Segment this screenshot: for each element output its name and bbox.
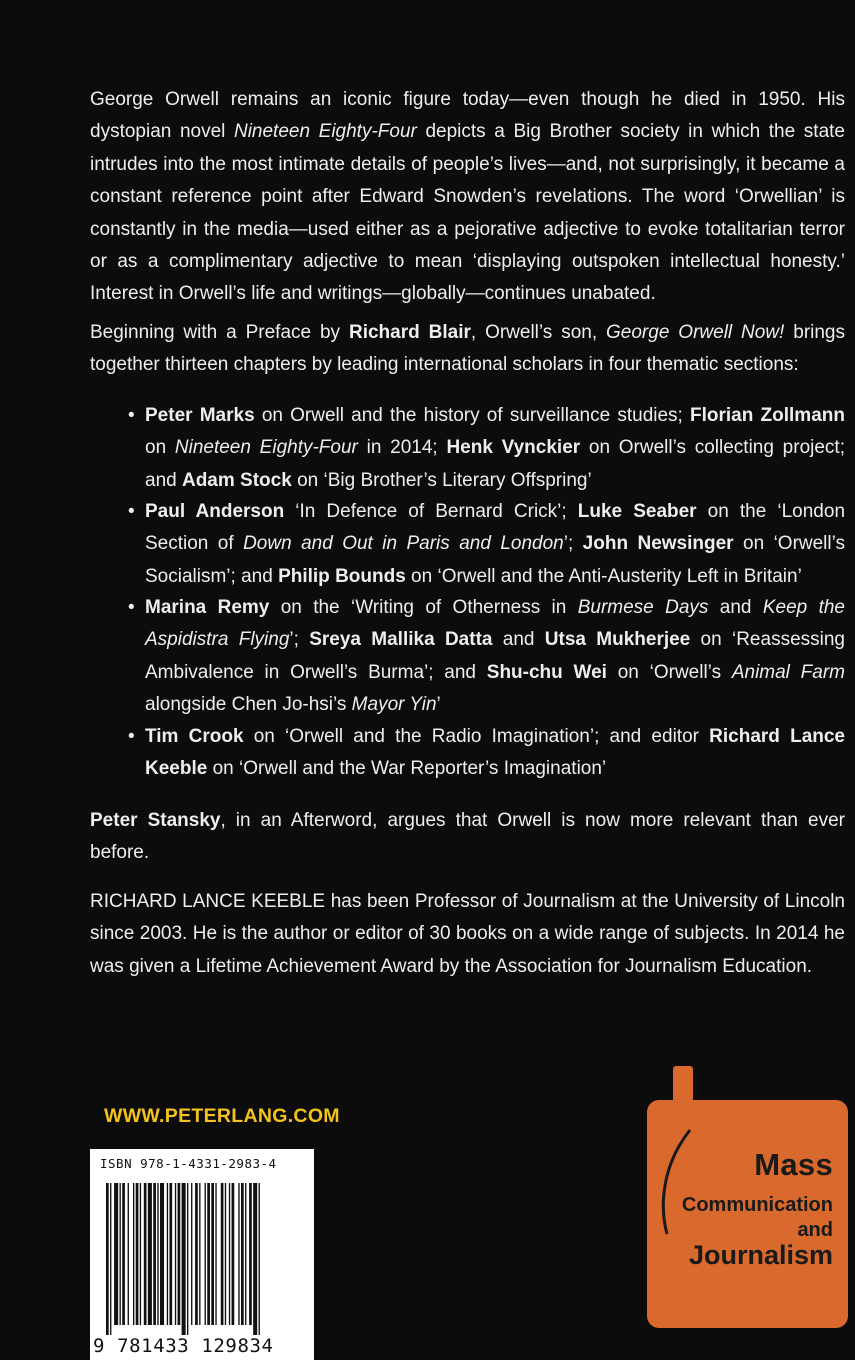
barcode-bar — [106, 1183, 109, 1335]
item-text: on Orwell and the history of surveillance studies; — [254, 405, 691, 426]
author-name: Utsa Mukherjee — [544, 629, 691, 651]
author-name: Sreya Mallika Datta — [309, 629, 493, 651]
barcode-bar — [144, 1183, 147, 1325]
series-logo-line2: Communication — [681, 1194, 833, 1216]
item-text: and — [492, 629, 545, 651]
chapter-list-item — [128, 721, 845, 786]
item-text: alongside Chen Jo-hsi’s — [145, 694, 352, 716]
barcode-bar — [207, 1183, 210, 1325]
barcode-bar — [245, 1183, 246, 1325]
barcode-bar — [133, 1183, 134, 1325]
barcode-bar — [122, 1183, 125, 1325]
chapter-list-item — [128, 592, 845, 722]
barcode-bar — [229, 1183, 230, 1325]
barcode-bar — [205, 1183, 206, 1325]
work-title: Keep the Aspidistra Flying — [145, 597, 845, 651]
author-name: Florian Zollmann — [690, 405, 845, 426]
barcode-bar — [191, 1183, 192, 1325]
work-title: Animal Farm — [731, 661, 845, 683]
series-logo-line1: Mass — [754, 1147, 833, 1182]
description-paragraph-2 — [90, 317, 845, 382]
item-text: and — [708, 597, 763, 618]
author-name: Richard Lance Keeble — [145, 726, 845, 780]
barcode-bar — [178, 1183, 181, 1325]
barcode-bar — [199, 1183, 200, 1325]
author-name: Philip Bounds — [278, 565, 406, 587]
barcode-bar — [253, 1183, 257, 1335]
item-text: on the ‘London Section of — [145, 501, 846, 555]
item-text: on ‘Orwell and the Radio Imagination’; and editor — [243, 726, 710, 747]
barcode-bar — [160, 1183, 164, 1325]
author-name: Henk Vynckier — [446, 437, 581, 459]
item-text: on ‘Orwell’s — [606, 661, 732, 683]
barcode-bar — [221, 1183, 224, 1325]
author-name: Shu-chu Wei — [486, 661, 607, 683]
barcode-bar — [241, 1183, 244, 1325]
item-text: ’; — [289, 629, 310, 651]
barcode-digits: 9 781433 129834 — [93, 1335, 274, 1357]
barcode-bar — [232, 1183, 235, 1325]
author-name: John Newsinger — [582, 533, 734, 555]
barcode-bar — [128, 1183, 129, 1325]
work-title: Burmese Days — [577, 597, 709, 618]
p2-text: , Orwell’s son, — [470, 322, 607, 343]
barcode-bar — [153, 1183, 156, 1325]
bullet-icon: • — [128, 405, 135, 426]
bullet-icon: • — [128, 597, 135, 618]
work-title: Nineteen Eighty-Four — [174, 437, 358, 459]
afterword-text: , in an Afterword, argues that Orwell is now more relevant than ever before. — [90, 810, 845, 864]
work-title: Down and Out in Paris and London — [243, 533, 564, 555]
barcode-bar — [120, 1183, 121, 1325]
item-text: ’; — [563, 533, 583, 555]
afterword-paragraph — [90, 805, 845, 870]
editor-bio-text: RICHARD LANCE KEEBLE has been Professor of Journalism at the University of Lincoln since 2003. He is the author or editor of 30 books on a wide range of subjects. In 2014 he was given a Lifetime Achievement Award by the Association for Journalism Education. — [90, 891, 845, 977]
item-text: on — [145, 437, 175, 459]
p1-text: depicts a Big Brother society in which the state intrudes into the most intimate details of people’s lives—and, not surprisingly, it became a constant reference point after Edward Snowden’s revelations. The word ‘Orwellian’ is constantly in the media—used either as a pejorative adjective to evoke totalitarian terror or as a complimentary adjective to mean ‘displaying outspoken intellectual honesty.’ Interest in Orwell’s life and writings—globally—continues unabated. — [90, 121, 845, 305]
p1-text: George Orwell remains an iconic figure today—even though he died in 1950. His dystopian novel — [90, 89, 845, 143]
author-name: Paul Anderson — [145, 501, 285, 522]
item-text: on Orwell’s collecting project; and — [145, 437, 845, 491]
isbn-barcode — [90, 1149, 314, 1360]
barcode-bar — [215, 1183, 216, 1325]
barcode-bar — [238, 1183, 239, 1325]
p2-title: George Orwell Now! — [606, 322, 785, 343]
item-text: ‘In Defence of Bernard Crick’; — [284, 501, 578, 522]
author-name: Adam Stock — [181, 469, 292, 491]
p2-name: Richard Blair — [348, 322, 471, 343]
item-text: on ‘Orwell’s Socialism’; and — [145, 533, 846, 587]
barcode-bar — [249, 1183, 252, 1325]
barcode-bar — [148, 1183, 152, 1325]
editor-bio — [90, 886, 845, 983]
barcode-bar — [157, 1183, 158, 1325]
series-logo-line4: Journalism — [688, 1240, 833, 1270]
barcode-bar — [167, 1183, 168, 1325]
author-name: Marina Remy — [145, 597, 270, 618]
item-text: on ‘Reassessing Ambivalence in Orwell’s Burma’; and — [145, 629, 845, 683]
publisher-url[interactable]: WWW.PETERLANG.COM — [104, 1105, 340, 1127]
barcode-bar — [110, 1183, 111, 1335]
barcode-bar — [175, 1183, 176, 1325]
p1-title: Nineteen Eighty-Four — [233, 121, 417, 143]
item-text: on ‘Orwell and the Anti-Austerity Left in Britain’ — [405, 565, 802, 587]
barcode-bar — [225, 1183, 226, 1325]
item-text: on ‘Big Brother’s Literary Offspring’ — [291, 469, 592, 491]
description-paragraph-1 — [90, 84, 845, 311]
bullet-icon: • — [128, 726, 135, 747]
barcode-bar — [140, 1183, 141, 1325]
p2-text: Beginning with a Preface by — [90, 322, 349, 343]
barcode-bar — [182, 1183, 186, 1335]
barcode-bar — [195, 1183, 198, 1325]
isbn-label: ISBN 978-1-4331-2983-4 — [100, 1156, 277, 1171]
author-name: Peter Marks — [145, 405, 255, 426]
barcode-bars-icon — [106, 1183, 306, 1335]
chapter-list-item — [128, 400, 845, 497]
barcode-bar — [211, 1183, 214, 1325]
barcode-bar — [259, 1183, 260, 1335]
barcode-bar — [187, 1183, 188, 1335]
bullet-icon: • — [128, 501, 135, 522]
item-text: ’ — [436, 694, 441, 716]
item-text: on ‘Orwell and the War Reporter’s Imagination’ — [207, 758, 607, 780]
barcode-bar — [136, 1183, 139, 1325]
barcode-bar — [169, 1183, 172, 1325]
p2-text: brings together thirteen chapters by leading international scholars in four thematic sections: — [90, 322, 846, 376]
author-name: Luke Seaber — [577, 501, 697, 522]
afterword-author: Peter Stansky — [90, 810, 221, 831]
author-name: Tim Crook — [145, 726, 244, 747]
series-logo-line3: and — [797, 1219, 833, 1241]
barcode-bar — [114, 1183, 118, 1325]
work-title: Mayor Yin — [351, 694, 437, 716]
chapter-list-item — [128, 496, 845, 593]
item-text: in 2014; — [357, 437, 447, 459]
item-text: on the ‘Writing of Otherness in — [269, 597, 578, 618]
